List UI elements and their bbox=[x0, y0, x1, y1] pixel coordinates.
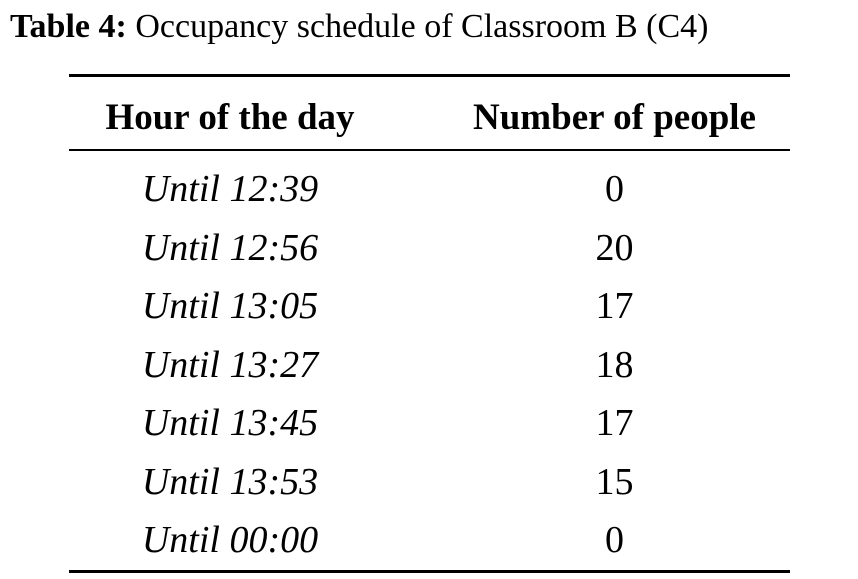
table-row bbox=[69, 336, 790, 395]
hour-cell: Until 12:39 bbox=[141, 168, 319, 210]
hour-cell: Until 13:27 bbox=[141, 343, 319, 386]
people-count-cell: 17 bbox=[595, 402, 634, 444]
table-body bbox=[69, 160, 790, 570]
bottom-rule bbox=[69, 570, 790, 573]
table-row bbox=[69, 277, 790, 336]
header-rule bbox=[69, 149, 790, 151]
people-count-cell: 18 bbox=[595, 343, 634, 386]
header-number-of-people: Number of people bbox=[473, 97, 756, 138]
top-rule bbox=[69, 74, 790, 77]
table-row bbox=[69, 394, 790, 453]
table-row bbox=[69, 160, 790, 219]
caption-text: Occupancy schedule of Classroom B (C4) bbox=[135, 8, 709, 45]
people-count-cell: 0 bbox=[605, 168, 624, 210]
hour-cell: Until 00:00 bbox=[141, 519, 319, 561]
table-row bbox=[69, 453, 790, 512]
people-count-cell: 15 bbox=[595, 460, 634, 503]
hour-cell: Until 13:53 bbox=[141, 460, 319, 503]
table-row bbox=[69, 219, 790, 278]
hour-cell: Until 12:56 bbox=[141, 226, 319, 269]
hour-cell: Until 13:45 bbox=[141, 402, 319, 444]
people-count-cell: 17 bbox=[595, 285, 634, 327]
hour-cell: Until 13:05 bbox=[141, 285, 319, 327]
table-caption bbox=[10, 2, 850, 52]
people-count-cell: 20 bbox=[595, 226, 634, 269]
people-count-cell: 0 bbox=[605, 519, 624, 561]
table-row bbox=[69, 511, 790, 570]
header-hour-of-day: Hour of the day bbox=[105, 97, 355, 138]
caption-label: Table 4: bbox=[10, 8, 127, 45]
